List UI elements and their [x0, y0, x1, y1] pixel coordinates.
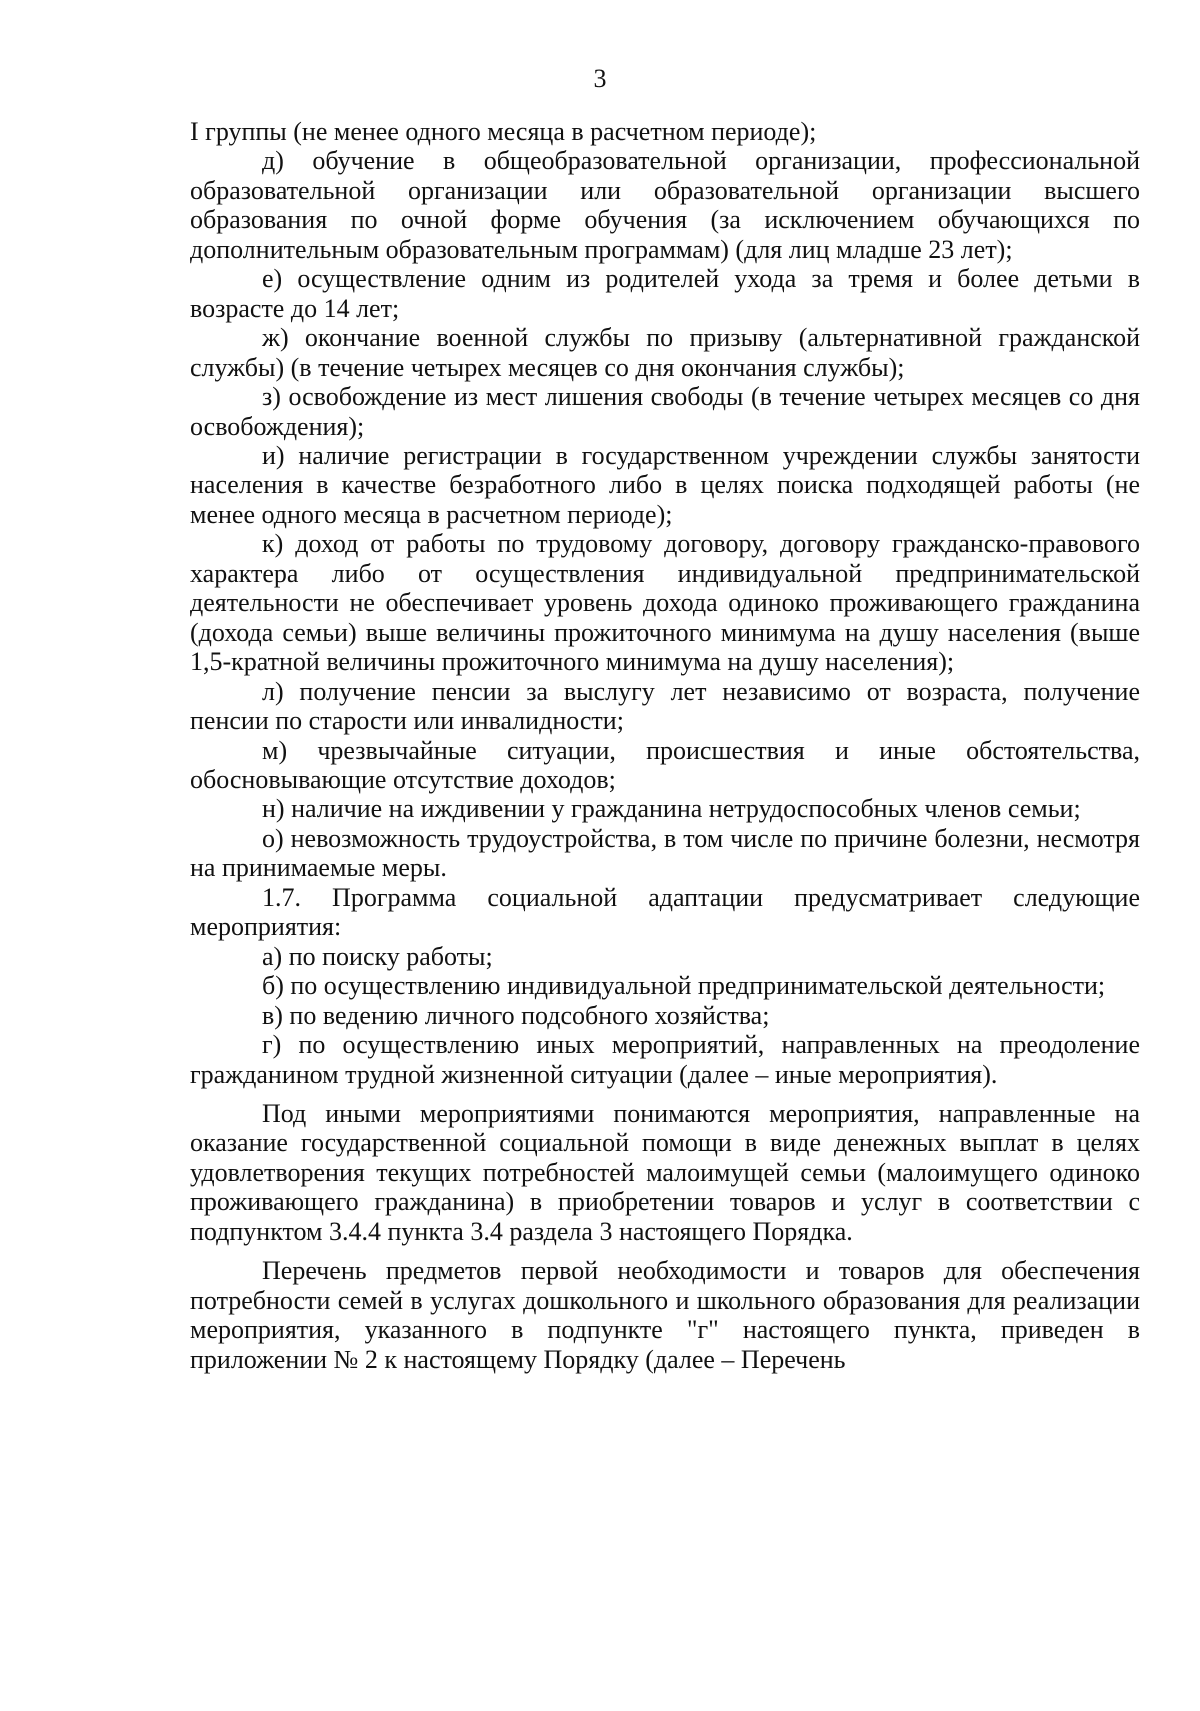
measure-item-a: а) по поиску работы; — [262, 941, 493, 971]
list-item-zh: ж) окончание военной службы по призыву (альтернативной гражданской службы) (в течение четырех месяцев со дня окончания службы); — [190, 323, 1140, 382]
other-measures-paragraph: Под иными мероприятиями понимаются мероприятия, направленные на оказание государственной социальной помощи в виде денежных выплат в целях удовлетворения текущих потребностей малоимущей семьи (малоимущего одиноко проживающего гражданина) в приобретении товаров и услуг в соответствии с подпунктом 3.4.4 пункта 3.4 раздела 3 настоящего Порядка. — [190, 1098, 1140, 1246]
list-item-e: е) осуществление одним из родителей ухода за тремя и более детьми в возрасте до 14 лет; — [190, 264, 1140, 323]
paragraph-continuation: I группы (не менее одного месяца в расчетном периоде); — [190, 117, 817, 146]
measure-item-g: г) по осуществлению иных мероприятий, направленных на преодоление гражданином трудной жизненной ситуации (далее – иные мероприятия). — [190, 1030, 1140, 1089]
list-item-l: л) получение пенсии за выслугу лет независимо от возраста, получение пенсии по старости или инвалидности; — [190, 676, 1140, 736]
list-item-n: н) наличие на иждивении у гражданина нетрудоспособных членов семьи; — [262, 794, 1081, 824]
list-item-m: м) чрезвычайные ситуации, происшествия и иные обстоятельства, обосновывающие отсутствие доходов; — [190, 735, 1140, 794]
list-item-i: и) наличие регистрации в государственном учреждении службы занятости населения в качестве безработного либо в целях поиска подходящей работы (не менее одного месяца в расчетном периоде); — [190, 440, 1140, 529]
list-item-d: д) обучение в общеобразовательной организации, профессиональной образовательной организации или образовательной организации высшего образования по очной форме обучения (за исключением обучающихся по дополнительным образовательным программам) (для лиц младше 23 лет); — [190, 146, 1140, 264]
list-item-o: о) невозможность трудоустройства, в том числе по причине болезни, несмотря на принимаемые меры. — [190, 823, 1140, 883]
essentials-list-paragraph: Перечень предметов первой необходимости и товаров для обеспечения потребности семей в услугах дошкольного и школьного образования для реализации мероприятия, указанного в подпункте "г" настоящего пункта, приведен в приложении № 2 к настоящему Порядку (далее – Перечень — [190, 1256, 1140, 1374]
measure-item-v: в) по ведению личного подсобного хозяйства; — [262, 1000, 770, 1030]
page-number: 3 — [593, 64, 607, 93]
measure-item-b: б) по осуществлению индивидуальной предпринимательской деятельности; — [262, 971, 1106, 1001]
list-item-k: к) доход от работы по трудовому договору, договору гражданско-правового характера либо от осуществления индивидуальной предпринимательской деятельности не обеспечивает уровень дохода одиноко проживающего гражданина (дохода семьи) выше величины прожиточного минимума на душу населения (выше 1,5-кратной величины прожиточного минимума на душу населения); — [190, 529, 1140, 677]
list-item-z: з) освобождение из мест лишения свободы (в течение четырех месяцев со дня освобождения); — [190, 382, 1140, 441]
document-body — [190, 117, 1140, 1374]
section-1-7: 1.7. Программа социальной адаптации предусматривает следующие мероприятия: — [190, 882, 1140, 942]
